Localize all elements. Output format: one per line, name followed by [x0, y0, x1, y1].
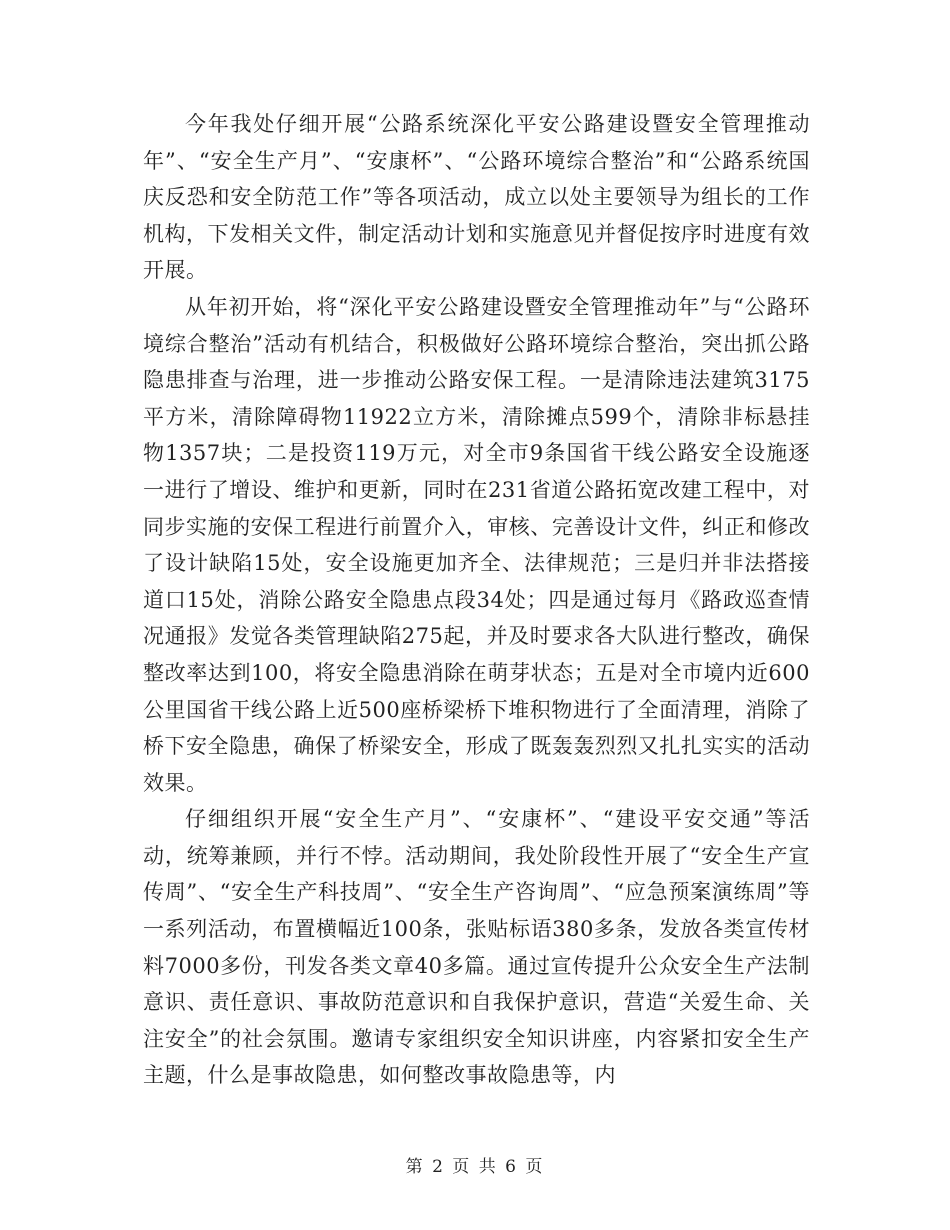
paragraph-1: 今年我处仔细开展“公路系统深化平安公路建设暨安全管理推动年”、“安全生产月”、“安康杯”、“公路环境综合整治”和“公路系统国庆反恐和安全防范工作”等各项活动，成立以处主要领导为组长的工作机构，下发相关文件，制定活动计划和实施意见并督促按序时进度有效开展。 [143, 112, 810, 283]
paragraph-2: 从年初开始，将“深化平安公路建设暨安全管理推动年”与“公路环境综合整治”活动有机结合，积极做好公路环境综合整治，突出抓公路隐患排查与治理，进一步推动公路安保工程。一是清除违法建筑3175平方米，清除障碍物11922立方米，清除摊点599个，清除非标悬挂物1357块；二是投资119万元，对全市9条国省干线公路安全设施逐一进行了增设、维护和更新，同时在231省道公路拓宽改建工程中，对同步实施的安保工程进行前置介入，审核、完善设计文件，纠正和修改了设计缺陷15处，安全设施更加齐全、法律规范；三是归并非法搭接道口15处，消除公路安全隐患点段34处；四是通过每月《路政巡查情况通报》发觉各类管理缺陷275起，并及时要求各大队进行整改，确保整改率达到100，将安全隐患消除在萌芽状态；五是对全市境内近600公里国省干线公路上近500座桥梁桥下堆积物进行了全面清理，消除了桥下安全隐患，确保了桥梁安全，形成了既轰轰烈烈又扎扎实实的活动效果。 [143, 294, 810, 795]
paragraph-3: 仔细组织开展“安全生产月”、“安康杯”、“建设平安交通”等活动，统筹兼顾，并行不悖。活动期间，我处阶段性开展了“安全生产宣传周”、“安全生产科技周”、“安全生产咨询周”、“应急预案演练周”等一系列活动，布置横幅近100条，张贴标语380多条，发放各类宣传材料7000多份，刊发各类文章40多篇。通过宣传提升公众安全生产法制意识、责任意识、事故防范意识和自我保护意识，营造“关爱生命、关注安全”的社会氛围。邀请专家组织安全知识讲座，内容紧扣安全生产主题，什么是事故隐患，如何整改事故隐患等，内 [143, 807, 810, 1088]
document-body [143, 106, 810, 1094]
page-number-footer: 第 2 页 共 6 页 [405, 1157, 545, 1177]
